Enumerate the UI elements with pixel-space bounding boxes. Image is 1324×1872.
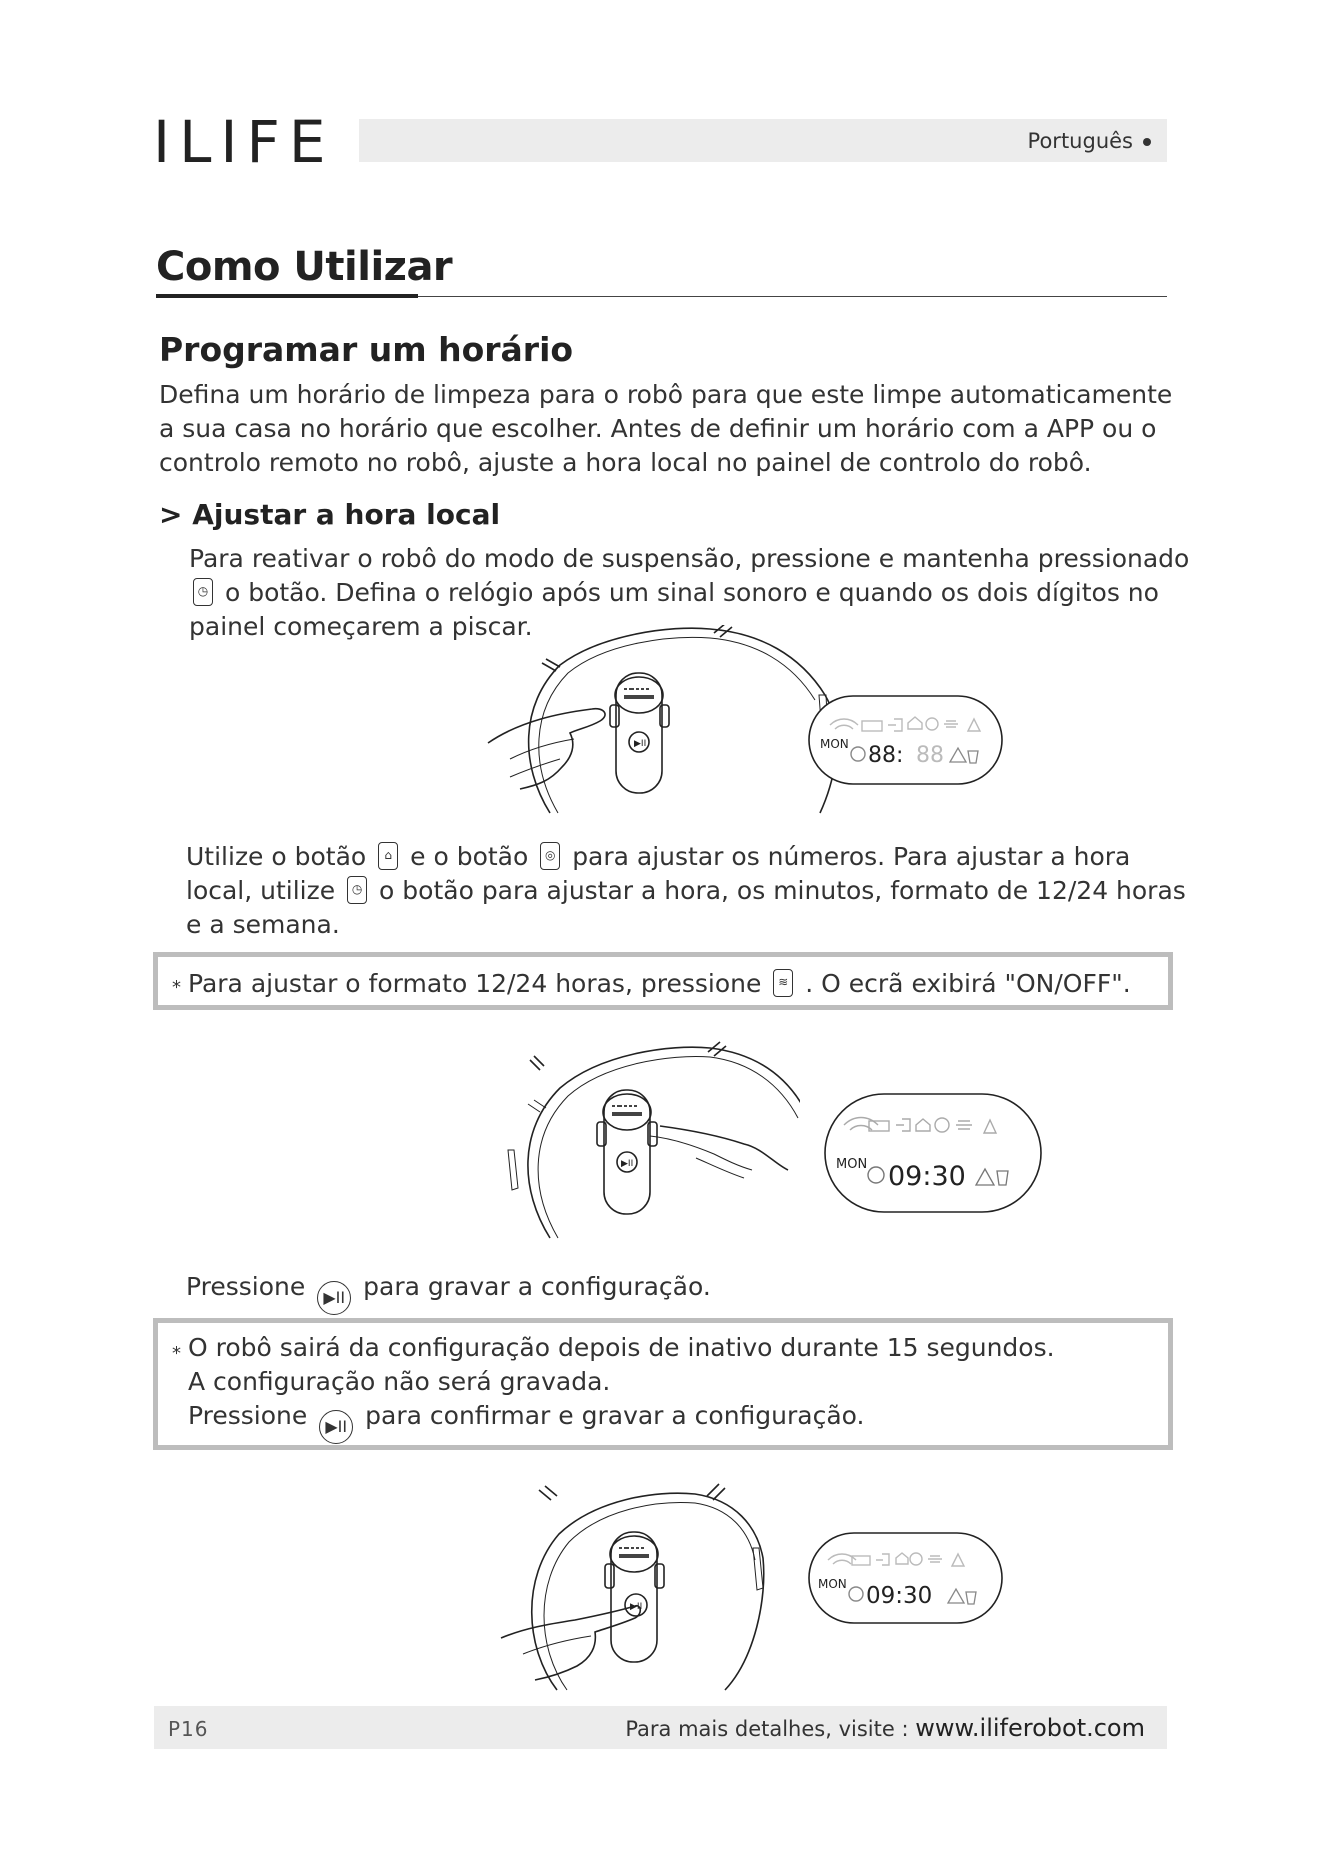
svg-text:▶II: ▶II xyxy=(621,1159,634,1169)
text-fragment: para ajustar os números. Para ajustar a hora xyxy=(572,842,1131,871)
section-title: Como Utilizar xyxy=(156,244,453,290)
home-button-icon: ⌂ xyxy=(378,842,398,870)
time-digits: 88: xyxy=(868,743,904,768)
text-fragment: Pressione xyxy=(186,1272,306,1301)
play-pause-icon: ▶II xyxy=(319,1410,353,1444)
footer-bar xyxy=(154,1706,1167,1749)
text-line: Para reativar o robô do modo de suspensão, pressione e mantenha pressionado xyxy=(189,544,1190,573)
note-box xyxy=(153,1318,1173,1450)
text-fragment: para confirmar e gravar a configuração. xyxy=(365,1401,865,1430)
time-digits-dim: 88 xyxy=(916,743,944,768)
note-star: * xyxy=(172,977,181,998)
day-label: MON xyxy=(820,737,849,751)
lcd-display-3 xyxy=(808,1532,1003,1624)
note-box xyxy=(153,952,1173,1010)
note-text xyxy=(188,1331,1158,1444)
mode-button-icon: ≋ xyxy=(773,969,793,997)
clock-button-icon: ◷ xyxy=(193,578,213,606)
text-fragment: . O ecrã exibirá "ON/OFF". xyxy=(805,969,1131,998)
spot-button-icon: ◎ xyxy=(540,842,560,870)
robot-figure-2 xyxy=(500,1040,800,1240)
text-line: O robô sairá da configuração depois de inativo durante 15 segundos. xyxy=(188,1333,1055,1362)
robot-figure-3 xyxy=(495,1478,775,1693)
language-label xyxy=(1028,129,1151,153)
note-text xyxy=(188,967,1158,1001)
text-fragment: Utilize o botão xyxy=(186,842,367,871)
text-fragment: o botão para ajustar a hora, os minutos, formato de 12/24 horas xyxy=(379,876,1186,905)
header-bar xyxy=(359,119,1167,162)
text-line xyxy=(186,874,1186,908)
text-line xyxy=(186,840,1176,874)
intro-line: controlo remoto no robô, ajuste a hora local no painel de controlo do robô. xyxy=(159,448,1092,477)
intro-line: a sua casa no horário que escolher. Antes de definir um horário com a APP ou o xyxy=(159,414,1157,443)
lcd-display-1 xyxy=(808,695,1003,785)
text-fragment: Para ajustar o formato 12/24 horas, pressione xyxy=(188,969,762,998)
text-fragment: Pressione xyxy=(188,1401,308,1430)
website-link[interactable]: www.iliferobot.com xyxy=(915,1714,1145,1742)
footer-label: Para mais detalhes, visite : xyxy=(625,1717,909,1741)
title-rule xyxy=(418,296,1167,297)
time-digits: 09:30 xyxy=(888,1161,966,1192)
day-label: MON xyxy=(818,1577,847,1591)
title-underline xyxy=(156,294,418,298)
note-star: * xyxy=(172,1343,181,1364)
footer-text xyxy=(625,1714,1145,1742)
text-line: A configuração não será gravada. xyxy=(188,1367,611,1396)
lcd-display-2 xyxy=(824,1093,1042,1213)
svg-text:▶II: ▶II xyxy=(630,1602,643,1612)
bullet-icon xyxy=(1143,138,1151,146)
text-fragment: para gravar a configuração. xyxy=(363,1272,711,1301)
day-label: MON xyxy=(836,1157,868,1172)
page-number: P16 xyxy=(168,1717,209,1741)
text-fragment: local, utilize xyxy=(186,876,336,905)
clock-button-icon: ◷ xyxy=(347,876,367,904)
play-pause-icon: ▶II xyxy=(317,1281,351,1315)
text-line xyxy=(188,1399,1158,1444)
subsection-title: Programar um horário xyxy=(159,330,574,369)
adjust-instructions xyxy=(186,840,1186,942)
svg-text:▶II: ▶II xyxy=(634,739,647,749)
intro-paragraph xyxy=(159,378,1179,480)
text-line: painel começarem a piscar. xyxy=(189,612,533,641)
text-line: e a semana. xyxy=(186,910,340,939)
text-line xyxy=(189,576,1189,610)
brand-logo: ILIFE xyxy=(153,108,335,176)
text-fragment: e o botão xyxy=(410,842,529,871)
language-text: Português xyxy=(1027,129,1133,153)
save-instruction xyxy=(186,1270,711,1315)
time-digits: 09:30 xyxy=(866,1583,933,1609)
intro-line: Defina um horário de limpeza para o robô para que este limpe automaticamente xyxy=(159,380,1173,409)
text-fragment: o botão. Defina o relógio após um sinal sonoro e quando os dois dígitos no xyxy=(224,578,1159,607)
step-title: > Ajustar a hora local xyxy=(159,498,501,531)
